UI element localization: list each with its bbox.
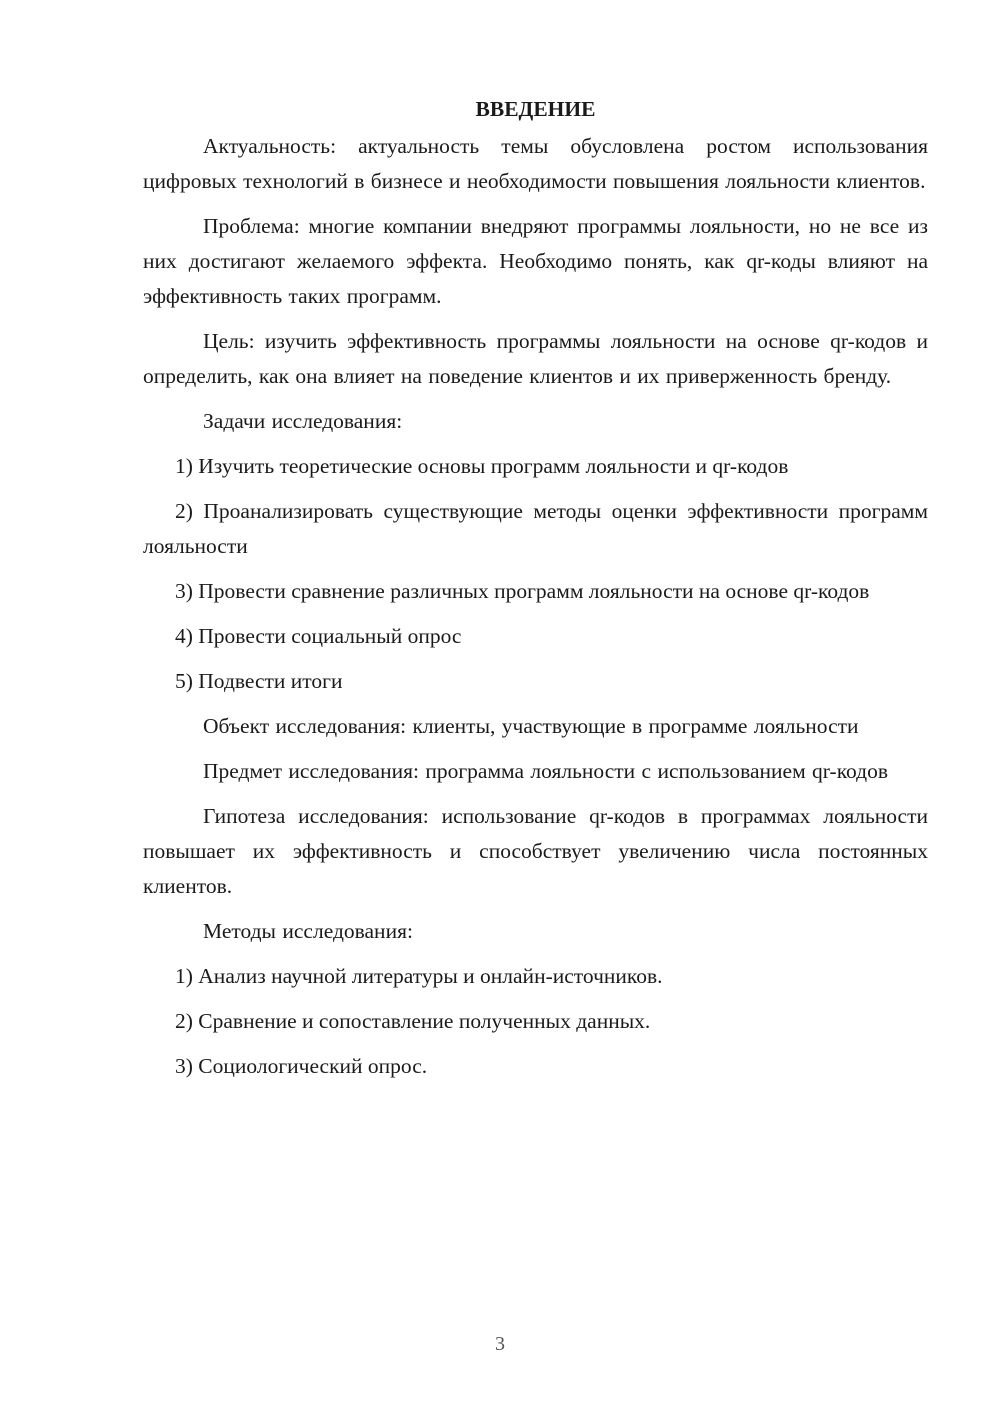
paragraph-hypothesis: Гипотеза исследования: использование qr-кодов в программах лояльности повышает их эффективность и способствует увеличению числа постоянных клиентов. — [143, 804, 928, 898]
paragraph-object: Объект исследования: клиенты, участвующие в программе лояльности — [203, 714, 859, 738]
task-item-2: 2) Проанализировать существующие методы оценки эффективности программ лояльности — [143, 499, 928, 558]
paragraph-goal: Цель: изучить эффективность программы лояльности на основе qr-кодов и определить, как она влияет на поведение клиентов и их приверженность бренду. — [143, 329, 928, 388]
task-item-4: 4) Провести социальный опрос — [175, 624, 462, 648]
task-item-1: 1) Изучить теоретические основы программ лояльности и qr-кодов — [175, 454, 789, 478]
method-item-2: 2) Сравнение и сопоставление полученных данных. — [175, 1009, 651, 1033]
paragraph-relevance: Актуальность: актуальность темы обусловлена ростом использования цифровых технологий в бизнесе и необходимости повышения лояльности клиентов. — [143, 134, 928, 193]
method-item-1: 1) Анализ научной литературы и онлайн-источников. — [175, 964, 663, 988]
task-item-3: 3) Провести сравнение различных программ лояльности на основе qr-кодов — [175, 579, 870, 603]
page-number: 3 — [495, 1333, 505, 1355]
task-item-5: 5) Подвести итоги — [175, 669, 343, 693]
methods-heading: Методы исследования: — [203, 919, 413, 943]
section-title: ВВЕДЕНИЕ — [475, 97, 596, 121]
method-item-3: 3) Социологический опрос. — [175, 1054, 428, 1078]
document-page — [143, 92, 928, 1094]
paragraph-problem: Проблема: многие компании внедряют программы лояльности, но не все из них достигают желаемого эффекта. Необходимо понять, как qr-коды влияют на эффективность таких программ. — [143, 214, 928, 308]
tasks-heading: Задачи исследования: — [203, 409, 403, 433]
paragraph-subject: Предмет исследования: программа лояльности с использованием qr-кодов — [203, 759, 889, 783]
